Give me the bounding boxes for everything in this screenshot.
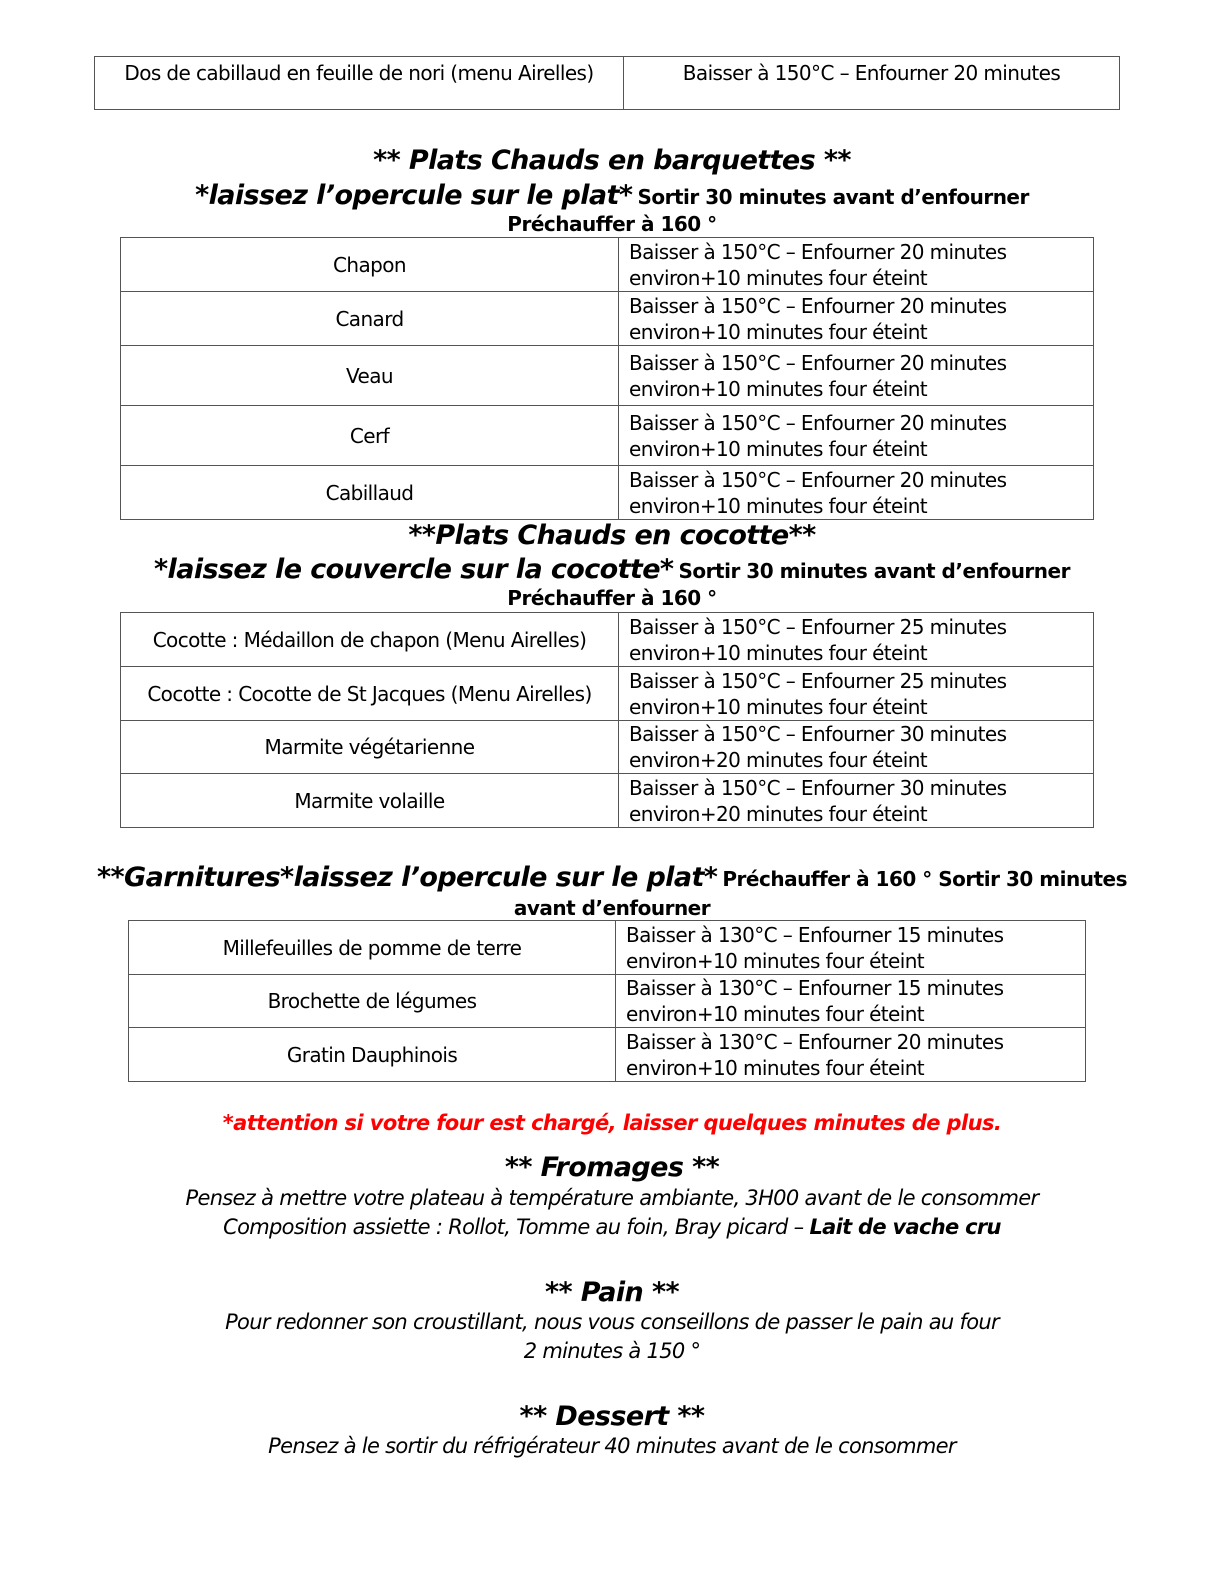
barquettes-table: [120, 237, 1094, 520]
table-row: [121, 667, 1094, 721]
dish-instructions: Baisser à 150°C – Enfourner 30 minutes environ+20 minutes four éteint: [619, 721, 1094, 774]
fromages-title: ** Fromages **: [504, 1152, 720, 1183]
table-row: [95, 57, 1120, 110]
garnitures-title-bold: Préchauffer à 160 ° Sortir 30 minutes: [722, 867, 1127, 891]
garnitures-table: [128, 920, 1086, 1082]
dish-instructions: Baisser à 150°C – Enfourner 30 minutes environ+20 minutes four éteint: [619, 774, 1094, 828]
table-row: [121, 613, 1094, 667]
dish-instructions: Baisser à 150°C – Enfourner 20 minutes environ+10 minutes four éteint: [619, 406, 1094, 466]
dish-instructions: Baisser à 150°C – Enfourner 20 minutes environ+10 minutes four éteint: [619, 466, 1094, 520]
dish-instructions: Baisser à 150°C – Enfourner 20 minutes environ+10 minutes four éteint: [619, 238, 1094, 292]
dish-name: Marmite végétarienne: [121, 721, 619, 774]
dish-instructions: Baisser à 130°C – Enfourner 15 minutes environ+10 minutes four éteint: [616, 921, 1086, 975]
dish-name: Marmite volaille: [121, 774, 619, 828]
dish-name: Millefeuilles de pomme de terre: [129, 921, 616, 975]
cocotte-preheat: Préchauffer à 160 °: [507, 586, 717, 610]
top-table: [94, 56, 1120, 110]
table-row: [129, 1028, 1086, 1082]
fromages-milk-type: Lait de vache cru: [809, 1215, 1001, 1239]
dish-instructions: Baisser à 150°C – Enfourner 20 minutes: [624, 57, 1120, 110]
barquettes-subtitle: [0, 180, 1224, 211]
dish-instructions: Baisser à 130°C – Enfourner 20 minutes environ+10 minutes four éteint: [616, 1028, 1086, 1082]
cocotte-subtitle-italic: *laissez le couvercle sur la cocotte*: [154, 554, 674, 585]
table-row: [121, 466, 1094, 520]
dish-name: Veau: [121, 346, 619, 406]
oven-warning: *attention si votre four est chargé, laisser quelques minutes de plus.: [222, 1111, 1002, 1135]
cocotte-table: [120, 612, 1094, 828]
pain-line2: 2 minutes à 150 °: [523, 1339, 701, 1363]
dish-name: Cocotte : Médaillon de chapon (Menu Airelles): [121, 613, 619, 667]
table-row: [121, 292, 1094, 346]
dish-instructions: Baisser à 150°C – Enfourner 20 minutes environ+10 minutes four éteint: [619, 346, 1094, 406]
dish-name: Chapon: [121, 238, 619, 292]
cocotte-subtitle: [0, 554, 1224, 585]
dish-instructions: Baisser à 150°C – Enfourner 25 minutes environ+10 minutes four éteint: [619, 667, 1094, 721]
cocotte-title: **Plats Chauds en cocotte**: [408, 520, 816, 551]
pain-title: ** Pain **: [544, 1277, 680, 1308]
dish-name: Brochette de légumes: [129, 975, 616, 1028]
fromages-line1: Pensez à mettre votre plateau à température ambiante, 3H00 avant de le consommer: [185, 1186, 1039, 1210]
dish-instructions: Baisser à 150°C – Enfourner 25 minutes environ+10 minutes four éteint: [619, 613, 1094, 667]
table-row: [129, 921, 1086, 975]
table-row: [121, 406, 1094, 466]
dish-name: Cocotte : Cocotte de St Jacques (Menu Airelles): [121, 667, 619, 721]
dessert-title: ** Dessert **: [519, 1401, 705, 1432]
pain-line1: Pour redonner son croustillant, nous vous conseillons de passer le pain au four: [225, 1310, 999, 1334]
garnitures-title-italic: **Garnitures*laissez l’opercule sur le plat*: [97, 862, 718, 893]
barquettes-subtitle-italic: *laissez l’opercule sur le plat*: [195, 180, 633, 211]
garnitures-title: [0, 862, 1224, 893]
table-row: [129, 975, 1086, 1028]
dish-name: Canard: [121, 292, 619, 346]
table-row: [121, 721, 1094, 774]
dish-name: Cerf: [121, 406, 619, 466]
barquettes-title: ** Plats Chauds en barquettes **: [373, 145, 851, 176]
cocotte-subtitle-bold: Sortir 30 minutes avant d’enfourner: [678, 559, 1070, 583]
fromages-composition: Composition assiette : Rollot, Tomme au foin, Bray picard –: [223, 1215, 810, 1239]
garnitures-title-line2: avant d’enfourner: [513, 896, 711, 920]
table-row: [121, 774, 1094, 828]
dish-name: Dos de cabillaud en feuille de nori (menu Airelles): [95, 57, 624, 110]
barquettes-subtitle-bold: Sortir 30 minutes avant d’enfourner: [637, 185, 1029, 209]
barquettes-preheat: Préchauffer à 160 °: [507, 212, 717, 236]
table-row: [121, 238, 1094, 292]
dish-name: Gratin Dauphinois: [129, 1028, 616, 1082]
dish-instructions: Baisser à 150°C – Enfourner 20 minutes environ+10 minutes four éteint: [619, 292, 1094, 346]
dish-instructions: Baisser à 130°C – Enfourner 15 minutes environ+10 minutes four éteint: [616, 975, 1086, 1028]
dish-name: Cabillaud: [121, 466, 619, 520]
fromages-line2: [0, 1215, 1224, 1239]
dessert-line1: Pensez à le sortir du réfrigérateur 40 minutes avant de le consommer: [268, 1434, 956, 1458]
table-row: [121, 346, 1094, 406]
